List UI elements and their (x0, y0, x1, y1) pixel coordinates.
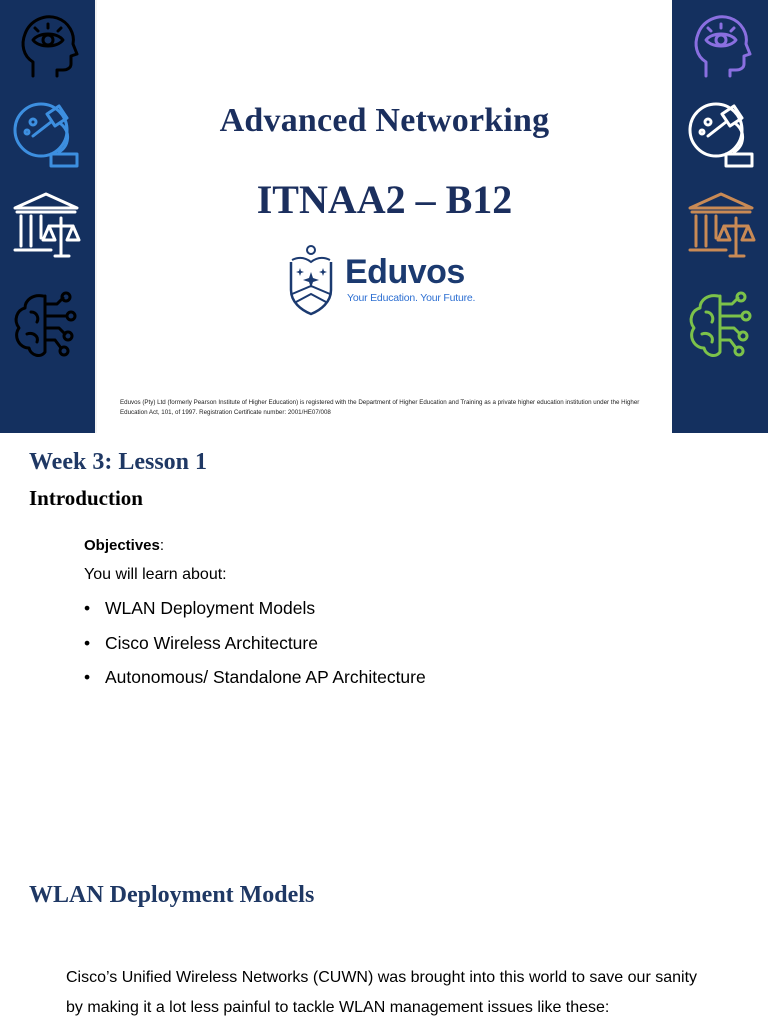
paragraph-line: by making it a lot less painful to tackle WLAN management issues like these: (66, 999, 610, 1016)
logo-tagline: Your Education. Your Future. (347, 292, 476, 304)
registration-disclaimer: Eduvos (Pty) Ltd (formerly Pearson Institute of Higher Education) is registered with the Department of Higher Education and Training as a private higher education institution under the Higher Education Act, 101, of 1997. Registration Certificate number: 2001/HE07/008 (120, 399, 640, 416)
learn-intro-line: You will learn about: (84, 566, 227, 583)
list-item (84, 632, 426, 667)
course-title: Advanced Networking (219, 102, 550, 139)
courthouse-scales-icon (686, 190, 756, 260)
body-paragraph (66, 963, 726, 1023)
objectives-colon: : (159, 537, 165, 554)
cover-slide (0, 0, 768, 433)
objectives-label-text: Objectives (84, 537, 160, 554)
paragraph-line: Cisco’s Unified Wireless Networks (CUWN) was brought into this world to save our sanity (66, 969, 698, 986)
list-item (84, 597, 426, 632)
head-eye-icon (686, 10, 756, 80)
list-item (84, 666, 426, 701)
brain-circuit-icon (11, 290, 81, 360)
microscope-icon (686, 100, 756, 170)
logo-wordmark: Eduvos (345, 253, 465, 291)
list-item-text: Cisco Wireless Architecture (105, 632, 318, 653)
objectives-label (84, 537, 164, 554)
head-eye-icon (13, 10, 83, 80)
left-icon-panel (0, 0, 97, 433)
crest-icon (288, 244, 334, 318)
introduction-heading: Introduction (29, 486, 143, 510)
brain-circuit-icon (686, 290, 756, 360)
list-item-text: WLAN Deployment Models (105, 598, 316, 618)
courthouse-scales-icon (11, 190, 81, 260)
right-icon-panel (672, 0, 768, 433)
week-lesson-heading: Week 3: Lesson 1 (29, 449, 208, 475)
bullet-marker: • (84, 632, 91, 653)
bullet-marker: • (84, 667, 91, 687)
list-item-text: Autonomous/ Standalone AP Architecture (105, 667, 426, 687)
objectives-list (84, 597, 426, 701)
eduvos-logo (288, 244, 488, 320)
microscope-icon (11, 100, 81, 170)
course-code: ITNAA2 – B12 (256, 177, 513, 222)
bullet-marker: • (84, 598, 91, 618)
section-heading: WLAN Deployment Models (29, 882, 315, 908)
